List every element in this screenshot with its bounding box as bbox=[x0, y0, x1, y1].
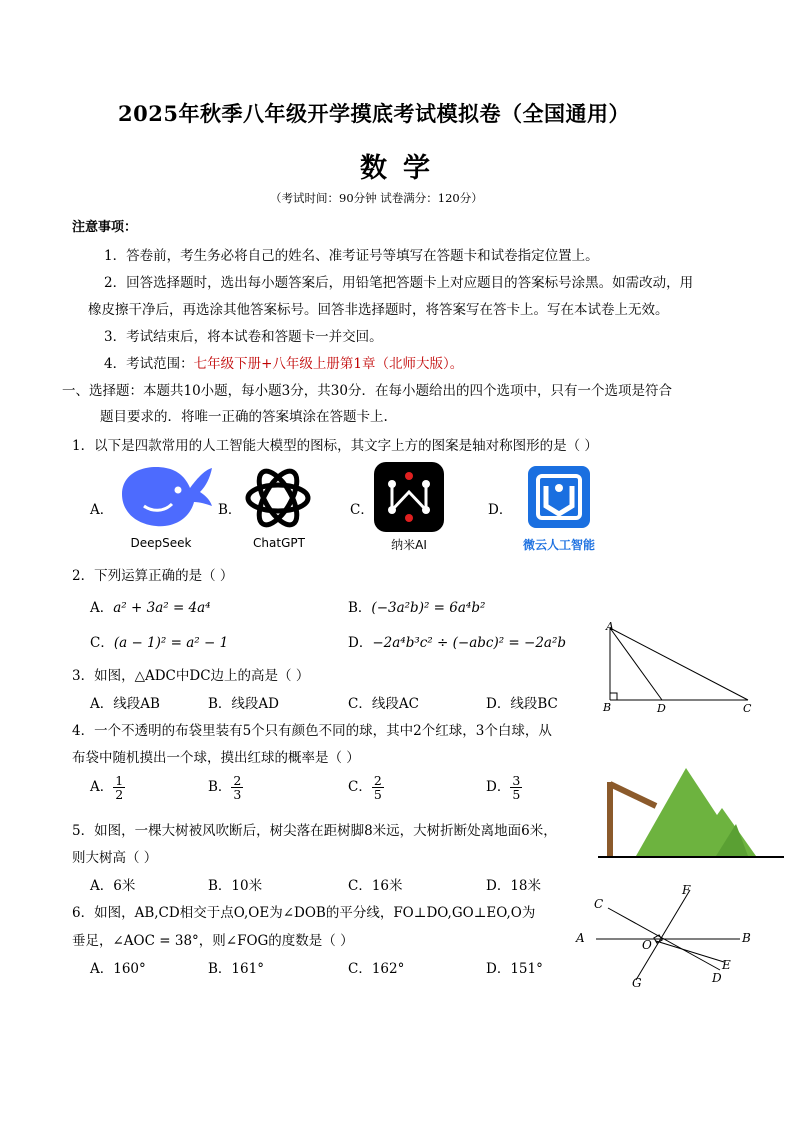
q2-option-d-expr: −2a⁴b³c² ÷ (−abc)² = −2a²b bbox=[372, 635, 567, 651]
q5-option-c[interactable]: C．16米 bbox=[348, 878, 403, 894]
q4-option-a-fraction: $\frac{1}{2}$ bbox=[115, 773, 124, 802]
q2-option-d-letter: D． bbox=[348, 635, 373, 651]
q3-option-a[interactable]: A．线段AB bbox=[90, 696, 160, 712]
q1-caption-chatgpt: ChatGPT bbox=[253, 536, 305, 550]
chatgpt-knot-icon bbox=[240, 460, 316, 536]
q3-label-c: C bbox=[743, 702, 752, 715]
q4-option-d-fraction: $\frac{3}{5}$ bbox=[512, 773, 521, 802]
q4-option-a-letter: A． bbox=[90, 779, 114, 795]
q6-label-o: O bbox=[642, 938, 652, 952]
q2-option-a-expr: a² + 3a² = 4a⁴ bbox=[113, 600, 211, 616]
q5-option-b[interactable]: B．10米 bbox=[208, 878, 263, 894]
q6-option-b[interactable]: B．161° bbox=[208, 961, 264, 977]
q3-option-c[interactable]: C．线段AC bbox=[348, 696, 419, 712]
q4-option-d-letter: D． bbox=[486, 779, 511, 795]
q6-label-b: B bbox=[742, 931, 751, 945]
deepseek-whale-icon bbox=[116, 460, 216, 530]
q2-option-c-letter: C． bbox=[90, 635, 114, 651]
paper-title: 2025年秋季八年级开学摸底考试模拟卷（全国通用） bbox=[118, 101, 630, 126]
q4-stem-line1: 4．一个不透明的布袋里装有5个只有颜色不同的球，其中2个红球，3个白球，从 bbox=[72, 723, 552, 739]
q2-stem: 2．下列运算正确的是（ ） bbox=[72, 568, 234, 584]
section-1-line2: 题目要求的．将唯一正确的答案填涂在答题卡上. bbox=[100, 409, 388, 425]
q4-option-a[interactable] bbox=[90, 774, 125, 801]
q6-angle-figure bbox=[584, 884, 760, 990]
q4-option-c-fraction: $\frac{2}{5}$ bbox=[373, 773, 382, 802]
q5-broken-tree-figure bbox=[596, 768, 786, 862]
q2-option-a-letter: A． bbox=[90, 600, 114, 616]
q5-stem-line1: 5．如图，一棵大树被风吹断后，树尖落在距树脚8米远，大树折断处离地面6米， bbox=[72, 823, 557, 839]
q4-option-b[interactable] bbox=[208, 774, 243, 801]
q4-stem-line2: 布袋中随机摸出一个球，摸出红球的概率是（ ） bbox=[72, 750, 360, 766]
q4-option-c-letter: C． bbox=[348, 779, 372, 795]
q6-option-d[interactable]: D．151° bbox=[486, 961, 543, 977]
q1-caption-weiyun: 微云人工智能 bbox=[522, 538, 595, 552]
q2-option-c[interactable] bbox=[90, 631, 228, 651]
q2-option-b[interactable] bbox=[348, 596, 485, 616]
notice-item-2-line2: 橡皮擦干净后，再选涂其他答案标号。回答非选择题时，将答案写在答卡上。写在本试卷上无效。 bbox=[88, 302, 669, 318]
q1-option-c-letter[interactable]: C． bbox=[350, 502, 374, 518]
q6-label-e: E bbox=[722, 958, 731, 972]
weiyun-ai-icon bbox=[528, 466, 590, 528]
q6-label-d: D bbox=[712, 971, 722, 985]
q6-stem-line2: 垂足，∠AOC = 38°，则∠FOG的度数是（ ） bbox=[72, 933, 354, 949]
q6-label-g: G bbox=[632, 976, 642, 990]
q4-option-b-fraction: $\frac{2}{3}$ bbox=[233, 773, 242, 802]
notice-item-1: 1．答卷前，考生务必将自己的姓名、准考证号等填写在答题卡和试卷指定位置上。 bbox=[104, 248, 599, 264]
q3-option-d[interactable]: D．线段BC bbox=[486, 696, 558, 712]
q2-option-b-letter: B． bbox=[348, 600, 372, 616]
q3-stem: 3．如图，△ADC中DC边上的高是（ ） bbox=[72, 668, 310, 684]
q3-triangle-figure bbox=[598, 618, 758, 714]
q4-option-d[interactable] bbox=[486, 774, 522, 801]
notice-item-4-prefix: 4．考试范围： bbox=[104, 356, 194, 372]
q3-label-d: D bbox=[657, 702, 666, 715]
q1-caption-nami: 纳米AI bbox=[391, 538, 427, 552]
q1-option-a-letter[interactable]: A． bbox=[90, 502, 114, 518]
exam-info: （考试时间：90分钟 试卷满分：120分） bbox=[270, 191, 483, 205]
section-1-line1: 一、选择题：本题共10小题，每小题3分，共30分．在每小题给出的四个选项中，只有一个选项是符合 bbox=[62, 383, 672, 399]
q4-option-b-letter: B． bbox=[208, 779, 232, 795]
q2-option-c-expr: (a − 1)² = a² − 1 bbox=[113, 635, 229, 651]
q6-label-f: F bbox=[682, 883, 691, 897]
q6-label-c: C bbox=[594, 897, 604, 911]
q6-stem-line1: 6．如图，AB,CD相交于点O,OE为∠DOB的平分线，FO⊥DO,GO⊥EO,O为 bbox=[72, 905, 536, 921]
notice-item-4-range: 七年级下册+八年级上册第1章（北师大版）。 bbox=[193, 356, 464, 372]
q6-label-a: A bbox=[576, 931, 585, 945]
notice-item-2-line1: 2．回答选择题时，选出每小题答案后，用铅笔把答题卡上对应题目的答案标号涂黑。如需改动，用 bbox=[104, 275, 694, 291]
q5-option-d[interactable]: D．18米 bbox=[486, 878, 542, 894]
q3-option-b[interactable]: B．线段AD bbox=[208, 696, 279, 712]
q6-option-a[interactable]: A．160° bbox=[90, 961, 146, 977]
q2-option-a[interactable] bbox=[90, 596, 211, 616]
q6-option-c[interactable]: C．162° bbox=[348, 961, 405, 977]
notice-item-4 bbox=[104, 352, 463, 372]
nami-ai-icon bbox=[374, 462, 444, 532]
q5-option-a[interactable]: A．6米 bbox=[90, 878, 136, 894]
q2-option-b-expr: (−3a²b)² = 6a⁴b² bbox=[371, 600, 486, 616]
subject-title: 数学 bbox=[360, 153, 446, 184]
q5-stem-line2: 则大树高（ ） bbox=[72, 850, 158, 866]
q1-stem: 1．以下是四款常用的人工智能大模型的图标，其文字上方的图案是轴对称图形的是（ ） bbox=[72, 438, 598, 454]
q1-option-b-letter[interactable]: B． bbox=[218, 502, 242, 518]
q4-option-c[interactable] bbox=[348, 774, 384, 801]
notice-heading: 注意事项： bbox=[72, 220, 138, 235]
notice-item-3: 3．考试结束后，将本试卷和答题卡一并交回。 bbox=[104, 329, 383, 345]
q2-option-d[interactable] bbox=[348, 631, 566, 651]
q1-option-d-letter[interactable]: D． bbox=[488, 502, 513, 518]
q3-label-b: B bbox=[603, 701, 612, 714]
q1-caption-deepseek: DeepSeek bbox=[130, 536, 192, 550]
q3-label-a: A bbox=[606, 620, 614, 633]
